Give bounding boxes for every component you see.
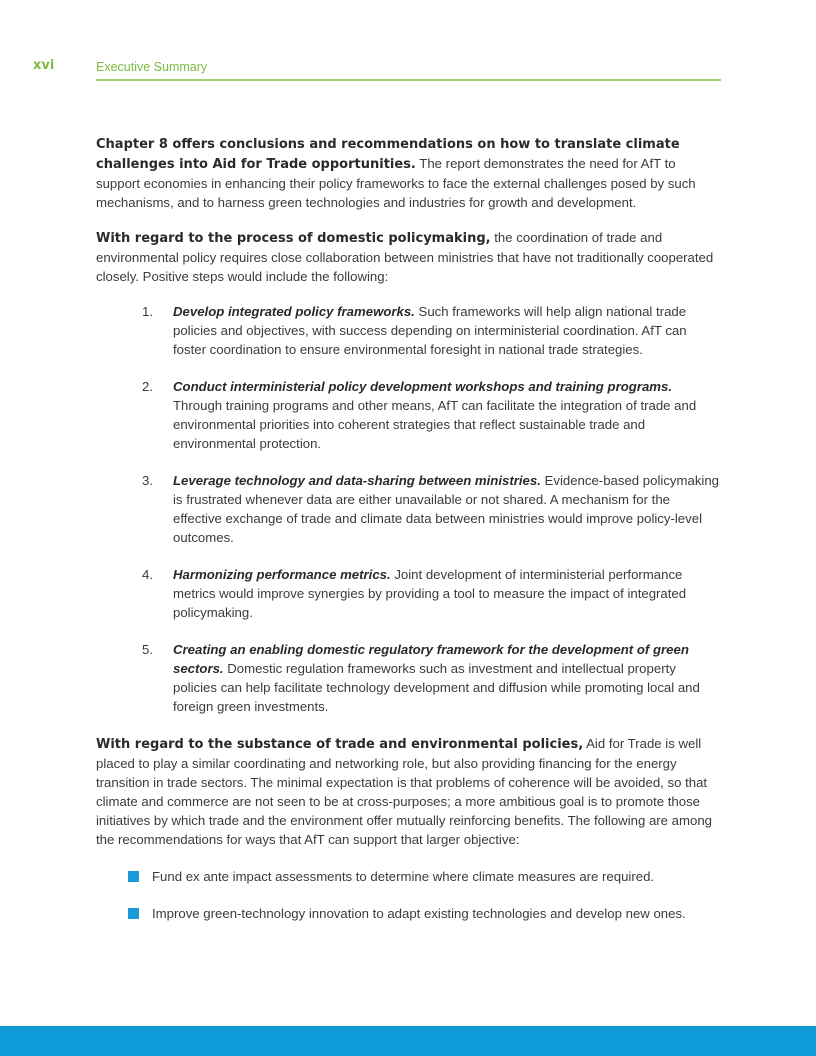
item-title: Creating an enabling domestic regulatory framework for the development of green sectors. — [173, 642, 689, 676]
item-title: Harmonizing performance metrics. — [173, 567, 391, 582]
paragraph-body: The report demonstrates the need for AfT to support economies in enhancing their policy frameworks to face the external challenges posed by such mechanisms, and to harness green technologies and industries for growth and development. — [96, 156, 696, 210]
paragraph-body: Aid for Trade is well placed to play a similar coordinating and networking role, but also providing financing for the energy transition in trade sectors. The minimal expectation is that problems of coherence will be avoided, so that climate and commerce are not seen to be at cross-purposes; a more ambitious goal is to promote those initiatives by which trade and the environment offer mutually reinforcing benefits. The following are among the recommendations for ways that AfT can support that larger objective: — [96, 736, 712, 847]
list-item — [96, 640, 722, 716]
item-number: 1. — [142, 304, 153, 319]
item-number: 4. — [142, 567, 153, 582]
item-title: Develop integrated policy frameworks. — [173, 304, 415, 319]
item-number: 3. — [142, 473, 153, 488]
square-bullet-icon — [128, 871, 139, 882]
item-number: 2. — [142, 379, 153, 394]
list-item — [96, 302, 722, 359]
item-title: Conduct interministerial policy development workshops and training programs. — [173, 379, 673, 394]
footer-bar — [0, 1026, 816, 1056]
list-item — [96, 471, 722, 547]
item-body: Through training programs and other means, AfT can facilitate the integration of trade and environmental priorities into coherent strategies that reflect sustainable trade and environmental protection. — [173, 398, 697, 451]
paragraph-chapter-8 — [96, 134, 722, 212]
paragraph-body: the coordination of trade and environmental policy requires close collaboration between ministries that have not traditionally cooperated closely. Positive steps would include the following: — [96, 230, 714, 284]
bullet-list — [96, 867, 722, 923]
paragraph-trade-environment — [96, 734, 722, 849]
item-body: Domestic regulation frameworks such as investment and intellectual property policies can help facilitate technology development and diffusion while promoting local and foreign green investments. — [173, 661, 700, 714]
header-divider — [96, 79, 721, 81]
list-item — [96, 904, 722, 923]
paragraph-lead: Chapter 8 offers conclusions and recommendations on how to translate climate challenges into Aid for Trade opportunities. — [96, 137, 680, 172]
paragraph-lead: With regard to the substance of trade and environmental policies, — [96, 737, 584, 752]
item-number: 5. — [142, 642, 153, 657]
list-item — [96, 377, 722, 453]
item-body: Evidence-based policymaking is frustrated whenever data are either unavailable or not shared. A mechanism for the effective exchange of trade and climate data between ministries would improve policy-level outcomes. — [173, 473, 720, 545]
item-body: Joint development of interministerial performance metrics would improve synergies by providing a tool to measure the impact of integrated policymaking. — [173, 567, 687, 620]
page-number: xvi — [33, 58, 55, 73]
page-body — [96, 134, 722, 941]
paragraph-lead: With regard to the process of domestic policymaking, — [96, 231, 491, 246]
numbered-recommendations — [96, 302, 722, 716]
item-body: Such frameworks will help align national trade policies and objectives, with success depending on interministerial coordination. AfT can foster coordination to ensure environmental foresight in national trade strategies. — [173, 304, 687, 357]
list-item — [96, 867, 722, 886]
bullet-text: Fund ex ante impact assessments to determine where climate measures are required. — [152, 869, 655, 884]
item-title: Leverage technology and data-sharing between ministries. — [173, 473, 541, 488]
section-title: Executive Summary — [96, 60, 208, 74]
list-item — [96, 565, 722, 622]
square-bullet-icon — [128, 908, 139, 919]
bullet-text: Improve green-technology innovation to adapt existing technologies and develop new ones. — [152, 906, 686, 921]
paragraph-domestic-policymaking — [96, 228, 722, 286]
